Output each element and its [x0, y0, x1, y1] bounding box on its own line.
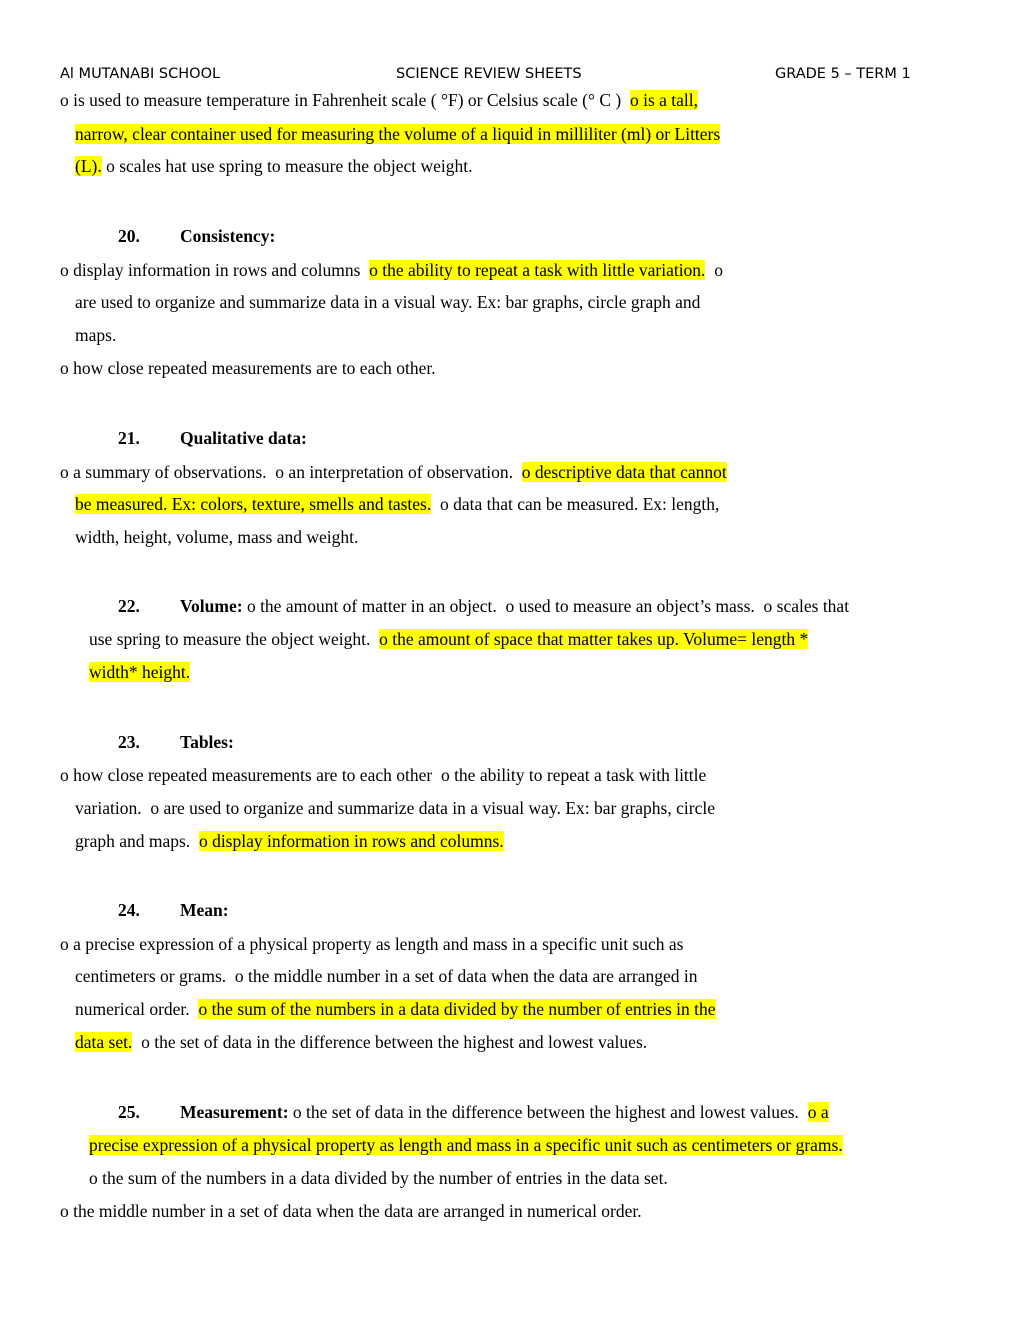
question-title: Measurement:	[180, 1102, 289, 1122]
question-number: 23.	[118, 732, 140, 752]
intro-line-2	[75, 122, 720, 146]
q22-line-3	[89, 660, 190, 684]
highlighted-answer: data set.	[75, 1032, 133, 1052]
header-grade: GRADE 5 – TERM 1	[775, 66, 911, 82]
option-text: o data that can be measured. Ex: length,	[431, 494, 720, 514]
highlighted-answer: o the amount of space that matter takes up. Volume= length *	[379, 629, 809, 649]
header-school: Al MUTANABI SCHOOL	[60, 66, 221, 82]
option-text: numerical order.	[75, 999, 199, 1019]
intro-line-1	[60, 88, 698, 112]
question-number: 25.	[118, 1102, 140, 1122]
highlighted-answer: be measured. Ex: colors, texture, smells and tastes.	[75, 494, 432, 514]
question-number: 21.	[118, 428, 140, 448]
q23-line-2: variation. o are used to organize and summarize data in a visual way. Ex: bar graphs, circle	[75, 798, 715, 818]
highlighted-answer: precise expression of a physical property as length and mass in a specific unit such as centimeters or grams.	[89, 1135, 843, 1155]
q25-line-1	[180, 1100, 829, 1124]
intro-line-3	[75, 154, 473, 178]
q20-line-4: o how close repeated measurements are to each other.	[60, 358, 436, 378]
q25-line-3: o the sum of the numbers in a data divided by the number of entries in the data set.	[89, 1168, 668, 1188]
highlighted-answer: o descriptive data that cannot	[521, 462, 727, 482]
option-text: o display information in rows and columns	[60, 260, 370, 280]
question-title: Consistency:	[180, 226, 276, 246]
q23-line-3	[75, 829, 504, 853]
option-text: o scales hat use spring to measure the object weight.	[101, 156, 473, 176]
option-text: o the amount of matter in an object. o used to measure an object’s mass. o scales that	[242, 596, 850, 616]
option-text: o the set of data in the difference between the highest and lowest values.	[288, 1102, 808, 1122]
question-number: 20.	[118, 226, 140, 246]
option-text: o	[705, 260, 723, 280]
q22-line-1-text	[180, 594, 849, 618]
q24-line-1: o a precise expression of a physical property as length and mass in a specific unit such as	[60, 934, 684, 954]
highlighted-answer: width* height.	[89, 662, 191, 682]
q25-line-4: o the middle number in a set of data when the data are arranged in numerical order.	[60, 1201, 642, 1221]
q24-line-4	[75, 1030, 647, 1054]
q20-line-3: maps.	[75, 325, 117, 345]
option-text: o the set of data in the difference between the highest and lowest values.	[132, 1032, 648, 1052]
q21-line-1	[60, 460, 727, 484]
q24-line-2: centimeters or grams. o the middle number in a set of data when the data are arranged in	[75, 966, 698, 986]
highlighted-answer: o the sum of the numbers in a data divided by the number of entries in the	[198, 999, 716, 1019]
question-title: Tables:	[180, 732, 234, 752]
q21-line-2	[75, 492, 719, 516]
q22-line-2	[89, 627, 808, 651]
q24-line-3	[75, 997, 716, 1021]
highlighted-answer: o display information in rows and columns.	[198, 831, 504, 851]
question-title: Volume:	[180, 596, 243, 616]
header-title: SCIENCE REVIEW SHEETS	[396, 66, 582, 82]
option-text: o a summary of observations. o an interpretation of observation.	[60, 462, 522, 482]
q21-line-3: width, height, volume, mass and weight.	[75, 527, 359, 547]
q20-line-1	[60, 258, 723, 282]
q23-line-1: o how close repeated measurements are to each other o the ability to repeat a task with little	[60, 765, 707, 785]
question-number: 24.	[118, 900, 140, 920]
highlighted-answer: o is a tall,	[629, 90, 698, 110]
option-text: o is used to measure temperature in Fahrenheit scale ( °F) or Celsius scale (° C )	[60, 90, 630, 110]
question-number: 22.	[118, 596, 140, 616]
highlighted-answer: narrow, clear container used for measuring the volume of a liquid in milliliter (ml) or Litters	[75, 124, 721, 144]
highlighted-answer: o a	[807, 1102, 829, 1122]
highlighted-answer: (L).	[75, 156, 102, 176]
option-text: use spring to measure the object weight.	[89, 629, 380, 649]
q25-line-2	[89, 1133, 843, 1157]
question-title: Qualitative data:	[180, 428, 307, 448]
highlighted-answer: o the ability to repeat a task with little variation.	[369, 260, 706, 280]
option-text: graph and maps.	[75, 831, 199, 851]
question-title: Mean:	[180, 900, 229, 920]
q20-line-2: are used to organize and summarize data in a visual way. Ex: bar graphs, circle graph and	[75, 292, 701, 312]
